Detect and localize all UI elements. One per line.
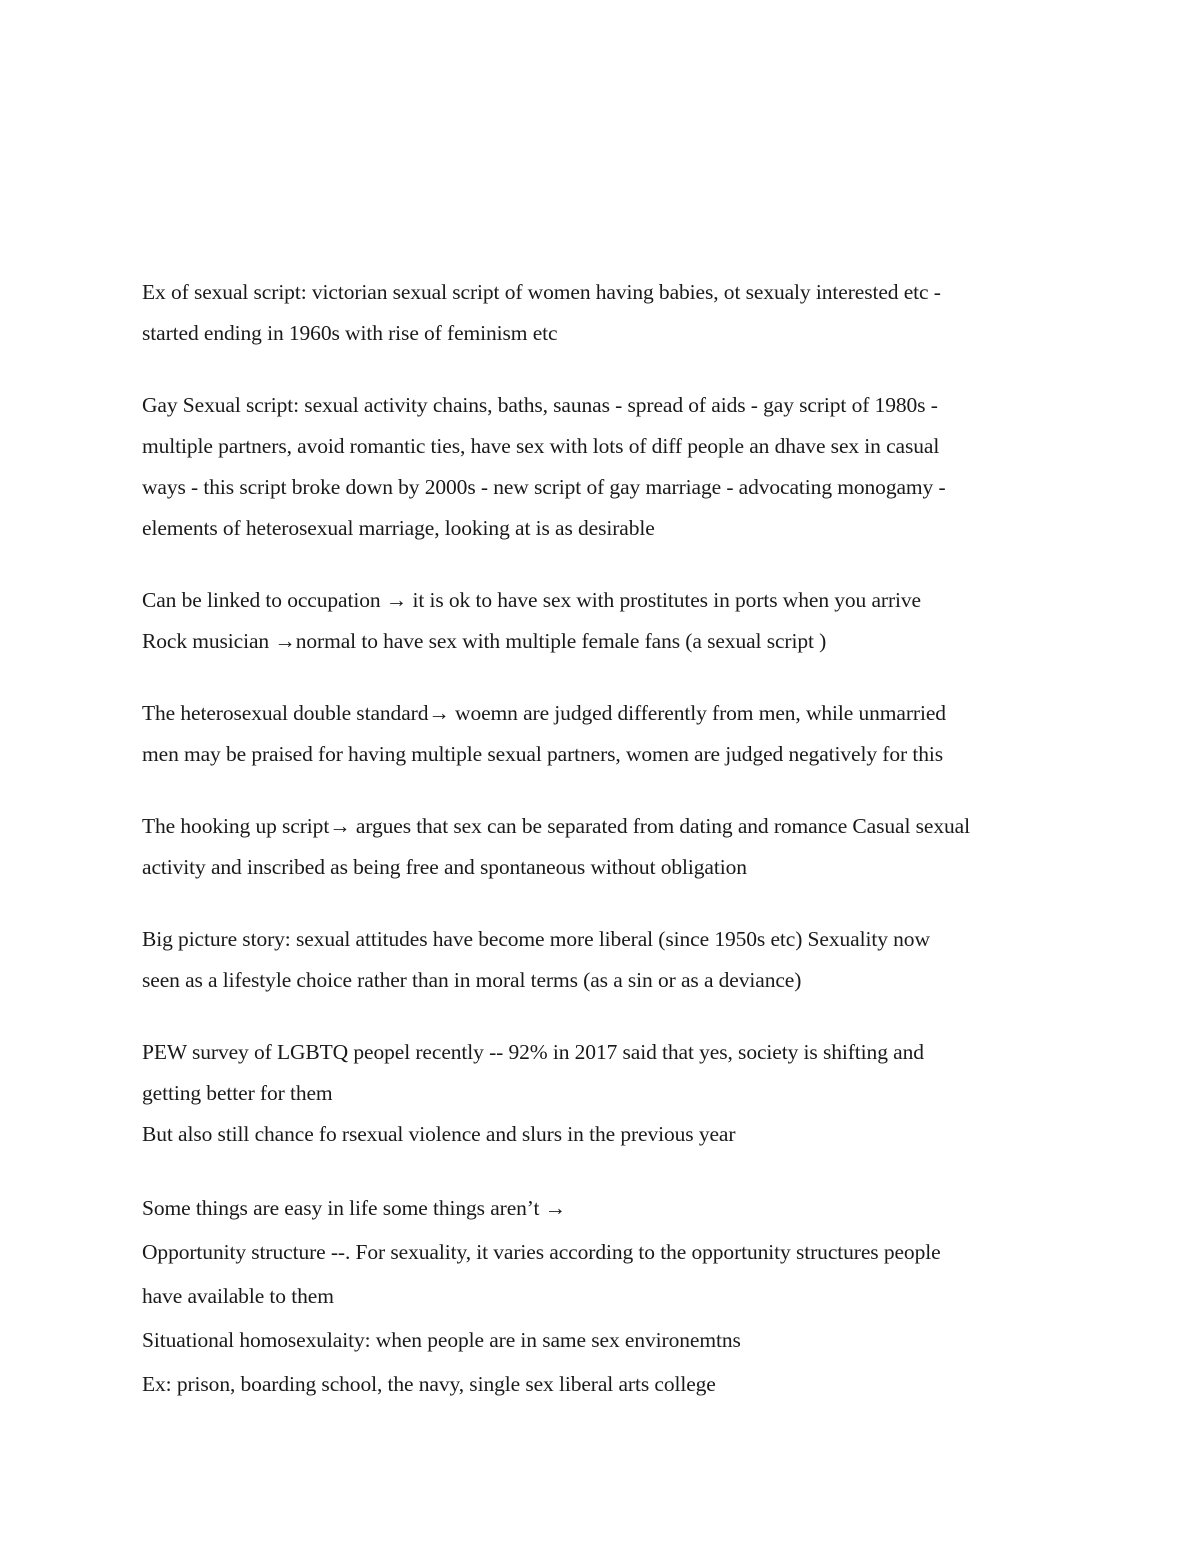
text-line: Ex: prison, boarding school, the navy, single sex liberal arts college xyxy=(142,1372,716,1396)
text-line: men may be praised for having multiple sexual partners, women are judged negatively for this xyxy=(142,742,943,766)
text-line: Big picture story: sexual attitudes have become more liberal (since 1950s etc) Sexuality now xyxy=(142,927,930,951)
paragraph-big-picture xyxy=(142,919,1082,1001)
text-line: Ex of sexual script: victorian sexual script of women having babies, ot sexualy interested etc - xyxy=(142,280,941,304)
text-line: elements of heterosexual marriage, looking at is as desirable xyxy=(142,516,655,540)
text-line: Rock musician →normal to have sex with multiple female fans (a sexual script ) xyxy=(142,629,827,653)
paragraph-occupation xyxy=(142,580,1082,662)
paragraph-pew-survey xyxy=(142,1032,1082,1155)
text-line: Opportunity structure --. For sexuality, it varies according to the opportunity structures people xyxy=(142,1240,941,1264)
text-line: The heterosexual double standard→ woemn are judged differently from men, while unmarried xyxy=(142,701,946,725)
text-line: seen as a lifestyle choice rather than in moral terms (as a sin or as a deviance) xyxy=(142,968,802,992)
paragraph-opportunity-structure xyxy=(142,1186,1082,1406)
text-line: have available to them xyxy=(142,1284,334,1308)
text-line: multiple partners, avoid romantic ties, have sex with lots of diff people an dhave sex in casual xyxy=(142,434,940,458)
text-line: PEW survey of LGBTQ peopel recently -- 92% in 2017 said that yes, society is shifting and xyxy=(142,1040,924,1064)
text-line: But also still chance fo rsexual violence and slurs in the previous year xyxy=(142,1122,736,1146)
document-body xyxy=(142,272,1082,1406)
text-line: started ending in 1960s with rise of feminism etc xyxy=(142,321,558,345)
text-line: The hooking up script→ argues that sex can be separated from dating and romance Casual sexual xyxy=(142,814,970,838)
text-line: Gay Sexual script: sexual activity chains, baths, saunas - spread of aids - gay script of 1980s - xyxy=(142,393,938,417)
paragraph-double-standard xyxy=(142,693,1082,775)
text-line: getting better for them xyxy=(142,1081,333,1105)
text-line: Some things are easy in life some things aren’t → xyxy=(142,1196,567,1220)
text-line: ways - this script broke down by 2000s - new script of gay marriage - advocating monogamy - xyxy=(142,475,946,499)
text-line: Situational homosexulaity: when people are in same sex environemtns xyxy=(142,1328,741,1352)
text-line: activity and inscribed as being free and spontaneous without obligation xyxy=(142,855,747,879)
paragraph-sexual-script xyxy=(142,272,1082,354)
paragraph-gay-sexual-script xyxy=(142,385,1082,549)
paragraph-hooking-up xyxy=(142,806,1082,888)
text-line: Can be linked to occupation → it is ok to have sex with prostitutes in ports when you arrive xyxy=(142,588,921,612)
